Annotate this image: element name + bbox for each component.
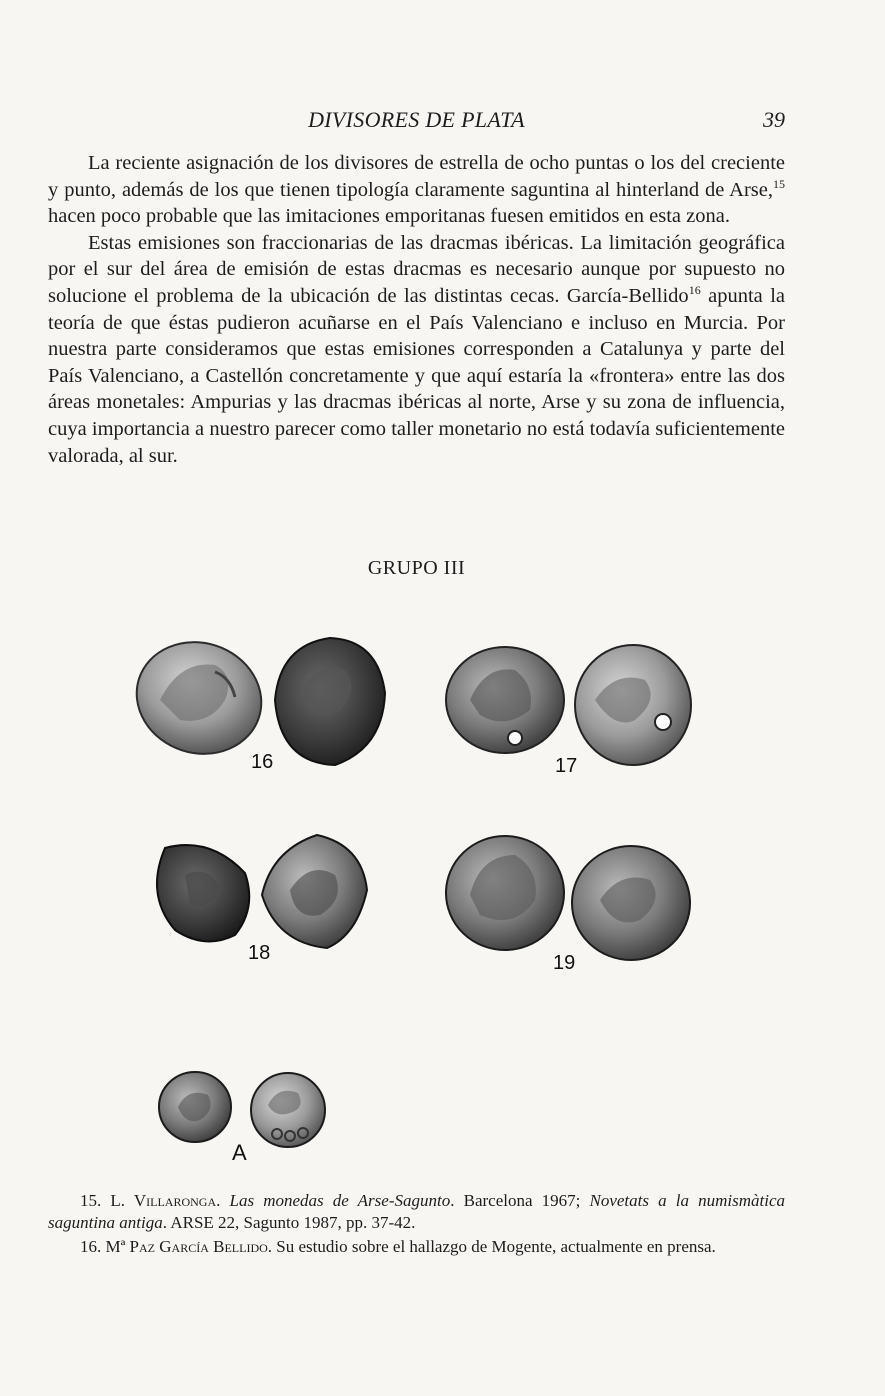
figure-title: GRUPO III [367, 557, 466, 579]
footnote-15-end: . ARSE 22, Sagunto 1987, pp. 37-42. [162, 1213, 416, 1232]
coin-label-18: 18 [248, 942, 271, 964]
footnote-15-title-2: Novetats a la numismàtica saguntina antiga [48, 1191, 785, 1232]
footnote-16-text: . Su estudio sobre el hallazgo de Mogente, actualmente en prensa. [267, 1237, 716, 1256]
coin-A-obverse [159, 1072, 231, 1142]
coin-17-reverse [575, 645, 691, 765]
coin-label-19: 19 [553, 952, 576, 974]
coin-19-reverse [572, 846, 690, 960]
coin-18-obverse [157, 845, 249, 941]
footnote-ref-15: 15 [773, 176, 785, 191]
coin-label-16: 16 [251, 751, 274, 773]
coin-label-17: 17 [555, 755, 578, 777]
footnote-15-number: 15. [80, 1191, 102, 1210]
footnote-16-author: Mª Paz García Bellido [105, 1237, 268, 1256]
coin-label-A: A [232, 1140, 247, 1165]
footnote-16 [48, 1236, 785, 1258]
footnote-15-title-1: Las monedas de Arse-Sagunto [229, 1191, 451, 1210]
running-title: DIVISORES DE PLATA [308, 107, 525, 132]
footnote-15-author: L. Villaronga [110, 1191, 217, 1210]
coin-16-reverse [275, 638, 385, 765]
paragraph-1-text-b: hacen poco probable que las imitaciones emporitanas fuesen emitidos en esta zona. [48, 205, 730, 228]
paragraph-2-text-a: Estas emisiones son fraccionarias de las dracmas ibéricas. La limitación geográfica por el sur del área de emisión de estas dracmas es necesario aunque por supuesto no solucione el problema de la ubicación de las distintas cecas. García-Bellido [48, 231, 785, 307]
coin-18-reverse [262, 835, 367, 948]
footnote-15-mid: . Barcelona 1967; [450, 1191, 590, 1210]
paragraph-2-text-b: apunta la teoría de que éstas pudieron acuñarse en el País Valenciano e incluso en Murcia. Por nuestra parte consideramos que estas emisiones corresponden a Catalunya y parte del País Valenciano, a Castellón concretamente y que aquí estaría la «frontera» entre las dos áreas monetales: Ampurias y las dracmas ibéricas al norte, Arse y su zona de influencia, cuya importancia a nuestro parecer como taller monetario no está todavía suficientemente valorada, al sur. [48, 284, 785, 467]
coin-17-obverse [446, 647, 564, 753]
paragraph-1-text-a: La reciente asignación de los divisores de estrella de ocho puntas o los del creciente y punto, además de los que tienen tipología claramente saguntina al hinterland de Arse, [48, 152, 785, 201]
footnotes [48, 1190, 785, 1260]
footnote-15: 15. L. Villaronga. Las monedas de Arse-Sagunto. Barcelona 1967; Novetats a la numismàtica saguntina antiga. ARSE 22, Sagunto 1987, pp. 37-42. [48, 1191, 785, 1232]
coin-16-obverse [122, 626, 276, 770]
page-number: 39 [763, 107, 785, 132]
coin-A-reverse [251, 1073, 325, 1147]
coin-19-obverse [446, 836, 564, 950]
footnote-16-number: 16. [80, 1237, 102, 1256]
footnote-ref-16: 16 [688, 282, 701, 297]
